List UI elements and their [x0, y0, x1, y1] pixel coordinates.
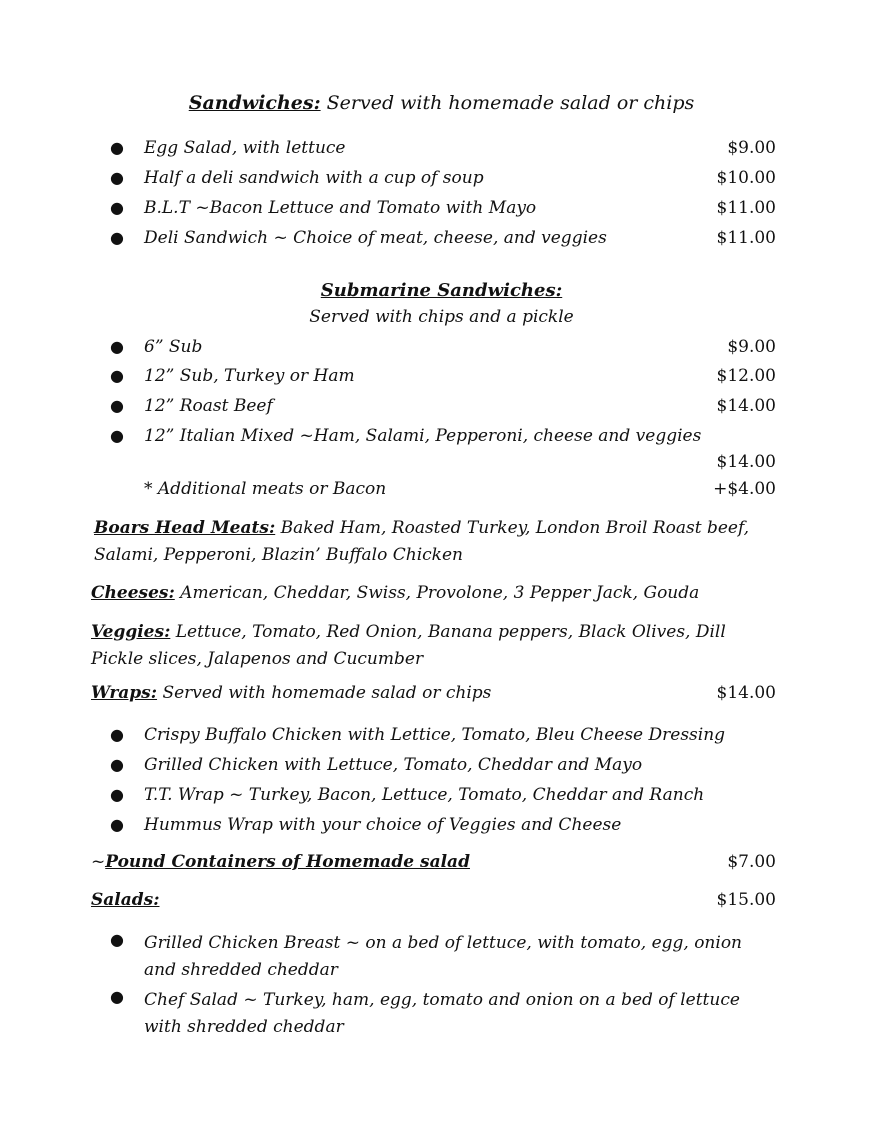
- bullet-icon: ●: [110, 815, 124, 834]
- salads-price: $15.00: [716, 890, 776, 910]
- item-price: $11.00: [716, 198, 776, 218]
- item-price: $14.00: [716, 396, 776, 416]
- item-name: 12” Roast Beef: [144, 396, 273, 416]
- veggies-text: Lettuce, Tomato, Red Onion, Banana peppers, Black Olives, Dill Pickle slices, Jalapenos and Cucumber: [91, 622, 726, 669]
- salads-label: Salads:: [91, 890, 160, 910]
- pound-heading: [91, 852, 776, 880]
- bullet-icon: ●: [110, 138, 124, 157]
- item-price: $12.00: [716, 366, 776, 386]
- pound-price: $7.00: [727, 852, 776, 872]
- wraps-heading: [91, 683, 776, 711]
- sandwiches-label: Sandwiches:: [188, 92, 321, 114]
- list-item: [110, 930, 776, 986]
- list-item: [110, 228, 776, 256]
- wraps-label: Wraps:: [91, 683, 158, 703]
- list-item: [110, 755, 776, 783]
- veggies-paragraph: [91, 619, 771, 673]
- list-item: [110, 168, 776, 196]
- list-item: [110, 725, 776, 753]
- list-item: [110, 426, 776, 480]
- list-item: [110, 987, 776, 1043]
- subs-heading: [0, 280, 883, 301]
- sandwiches-subtitle: Served with homemade salad or chips: [320, 92, 695, 114]
- list-item: [110, 337, 776, 365]
- meats-label: Boars Head Meats:: [94, 518, 276, 538]
- item-price: +$4.00: [713, 479, 776, 499]
- item-price: $9.00: [727, 138, 776, 158]
- item-name: T.T. Wrap ~ Turkey, Bacon, Lettuce, Tomato, Cheddar and Ranch: [144, 785, 705, 805]
- wraps-price: $14.00: [716, 683, 776, 703]
- sandwiches-heading: [0, 92, 883, 114]
- list-item: [110, 366, 776, 394]
- meats-text: Baked Ham, Roasted Turkey, London Broil Roast beef, Salami, Pepperoni, Blazin’ Buffalo Chicken: [94, 518, 750, 565]
- veggies-label: Veggies:: [91, 622, 171, 642]
- list-item: [110, 198, 776, 226]
- list-item: [110, 479, 776, 507]
- item-price: $14.00: [716, 452, 776, 472]
- meats-paragraph: [94, 515, 774, 569]
- bullet-icon: ●: [110, 930, 124, 949]
- cheeses-paragraph: [91, 580, 791, 607]
- item-name: Half a deli sandwich with a cup of soup: [144, 168, 484, 188]
- item-name: Egg Salad, with lettuce: [144, 138, 346, 158]
- item-name: Grilled Chicken Breast ~ on a bed of lettuce, with tomato, egg, onion and shredded cheddar: [144, 933, 743, 980]
- salads-heading: [91, 890, 776, 918]
- subs-label: Submarine Sandwiches:: [320, 280, 563, 301]
- item-name: Chef Salad ~ Turkey, ham, egg, tomato and onion on a bed of lettuce with shredded cheddar: [144, 990, 740, 1037]
- bullet-icon: ●: [110, 396, 124, 415]
- bullet-icon: ●: [110, 198, 124, 217]
- list-item: [110, 785, 776, 813]
- bullet-icon: ●: [110, 337, 124, 356]
- bullet-icon: ●: [110, 168, 124, 187]
- wraps-subtitle: Served with homemade salad or chips: [157, 683, 492, 703]
- item-name: * Additional meats or Bacon: [144, 479, 387, 499]
- item-name: Grilled Chicken with Lettuce, Tomato, Cheddar and Mayo: [144, 755, 643, 775]
- cheeses-label: Cheeses:: [91, 583, 175, 603]
- bullet-icon: ●: [110, 228, 124, 247]
- bullet-icon: ●: [110, 785, 124, 804]
- item-name: 12” Italian Mixed ~Ham, Salami, Pepperoni, cheese and veggies: [144, 426, 702, 446]
- subs-subtitle: Served with chips and a pickle: [309, 307, 574, 327]
- item-name: 6” Sub: [144, 337, 203, 357]
- cheeses-text: American, Cheddar, Swiss, Provolone, 3 Pepper Jack, Gouda: [174, 583, 700, 603]
- item-name: Deli Sandwich ~ Choice of meat, cheese, and veggies: [144, 228, 607, 248]
- bullet-icon: ●: [110, 725, 124, 744]
- item-name: Hummus Wrap with your choice of Veggies and Cheese: [144, 815, 622, 835]
- item-price: $9.00: [727, 337, 776, 357]
- bullet-icon: ●: [110, 987, 124, 1006]
- bullet-icon: ●: [110, 426, 124, 445]
- list-item: [110, 396, 776, 424]
- item-price: $10.00: [716, 168, 776, 188]
- pound-label: Pound Containers of Homemade salad: [105, 852, 470, 872]
- item-name: Crispy Buffalo Chicken with Lettice, Tomato, Bleu Cheese Dressing: [144, 725, 726, 745]
- item-name: 12” Sub, Turkey or Ham: [144, 366, 355, 386]
- list-item: [110, 138, 776, 166]
- pound-prefix: ~: [91, 852, 106, 872]
- item-price: $11.00: [716, 228, 776, 248]
- bullet-icon: ●: [110, 366, 124, 385]
- bullet-icon: ●: [110, 755, 124, 774]
- item-name: B.L.T ~Bacon Lettuce and Tomato with Mayo: [144, 198, 537, 218]
- list-item: [110, 815, 776, 843]
